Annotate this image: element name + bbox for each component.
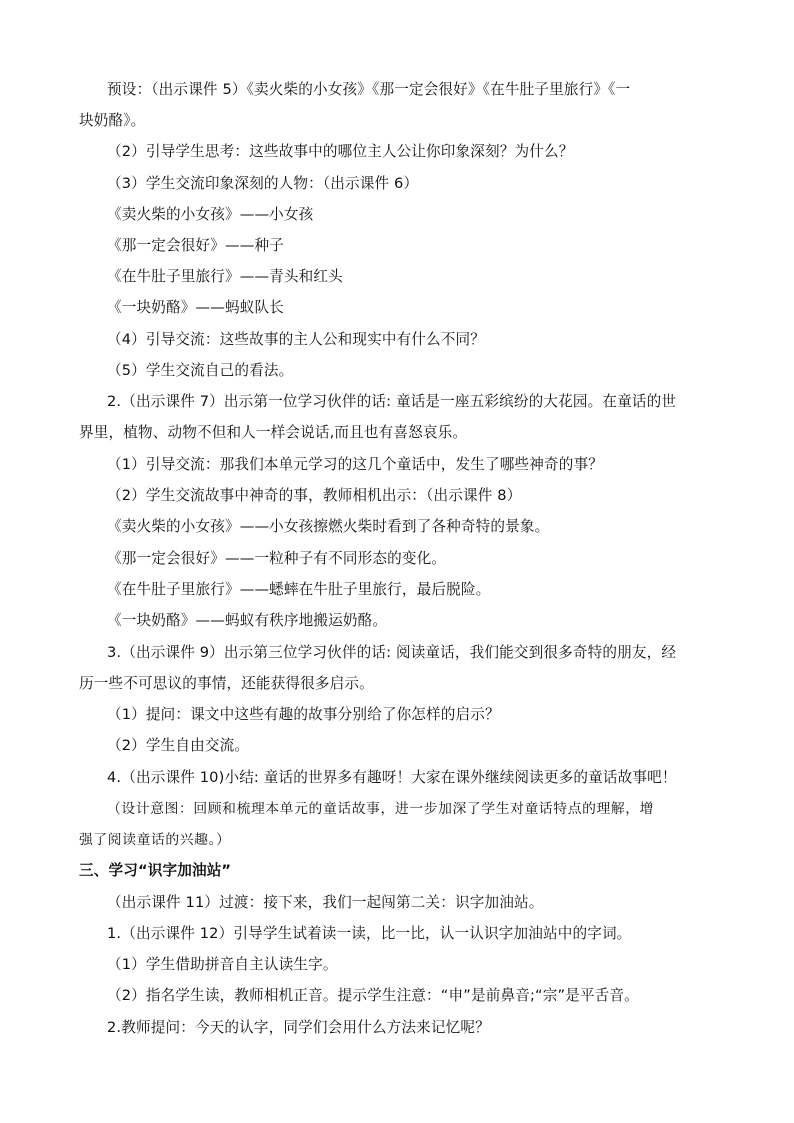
text-line: 预设：（出示课件 5）《卖火柴的小女孩》《那一定会很好》《在牛肚子里旅行》《一 — [107, 81, 631, 98]
text-line: 4.（出示课件 10)小结: 童话的世界多有趣呀！大家在课外继续阅读更多的童话故事吧！ — [107, 769, 677, 786]
text-line: （出示课件 11）过渡：接下来，我们一起闯第二关：识字加油站。 — [107, 894, 544, 911]
text-line: 《一块奶酪》——蚂蚁有秩序地搬运奶酪。 — [107, 612, 388, 629]
text-line: （4）引导交流：这些故事的主人公和现实中有什么不同？ — [107, 331, 486, 348]
text-line: （1）提问：课文中这些有趣的故事分别给了你怎样的启示？ — [107, 706, 500, 723]
text-line: （2）学生交流故事中神奇的事，教师相机出示：（出示课件 8） — [107, 487, 522, 504]
text-line: 块奶酪》。 — [79, 112, 146, 129]
text-line: 3.（出示课件 9）出示第三位学习伙伴的话: 阅读童话，我们能交到很多奇特的朋友，经 — [107, 644, 677, 661]
text-line: （2）学生自由交流。 — [107, 737, 250, 754]
text-line: （3）学生交流印象深刻的人物：（出示课件 6） — [107, 175, 419, 192]
text-line: 《卖火柴的小女孩》——小女孩擦燃火柴时看到了各种奇特的景象。 — [107, 518, 550, 535]
text-line: 《那一定会很好》——一粒种子有不同形态的变化。 — [107, 550, 447, 567]
text-line: （1）学生借助拼音自主认读生字。 — [107, 956, 338, 973]
text-line: 《卖火柴的小女孩》——小女孩 — [107, 206, 314, 223]
text-line: 2.教师提问：今天的认字，同学们会用什么方法来记忆呢？ — [107, 1019, 490, 1036]
text-line: 《在牛肚子里旅行》——蟋蟀在牛肚子里旅行，最后脱险。 — [107, 581, 491, 598]
text-line: 《在牛肚子里旅行》——青头和红头 — [107, 268, 343, 285]
text-line: （2）引导学生思考：这些故事中的哪位主人公让你印象深刻？为什么？ — [107, 143, 574, 160]
text-line: 2.（出示课件 7）出示第一位学习伙伴的话: 童话是一座五彩缤纷的大花园。在童话的世 — [107, 393, 677, 410]
text-line: （2）指名学生读，教师相机正音。提示学生注意：“申”是前鼻音;“宗”是平舌音。 — [107, 987, 639, 1004]
text-line: 1.（出示课件 12）引导学生试着读一读，比一比，认一认识字加油站中的字词。 — [107, 925, 632, 942]
text-line: 《那一定会很好》——种子 — [107, 237, 284, 254]
design-intent-note: 强了阅读童话的兴趣。） — [79, 832, 231, 848]
design-intent-note: （设计意图：回顾和梳理本单元的童话故事，进一步加深了学生对童话特点的理解，增 — [107, 801, 655, 817]
text-line: （1）引导交流：那我们本单元学习的这几个童话中，发生了哪些神奇的事？ — [107, 456, 603, 473]
text-line: 《一块奶酪》——蚂蚁队长 — [107, 299, 284, 316]
section-heading: 三、学习“识字加油站” — [79, 862, 232, 879]
text-line: （5）学生交流自己的看法。 — [107, 362, 294, 379]
text-line: 历一些不可思议的事情，还能获得很多启示。 — [79, 675, 374, 692]
text-line: 界里，植物、动物不但和人一样会说话,而且也有喜怒哀乐。 — [79, 424, 468, 441]
